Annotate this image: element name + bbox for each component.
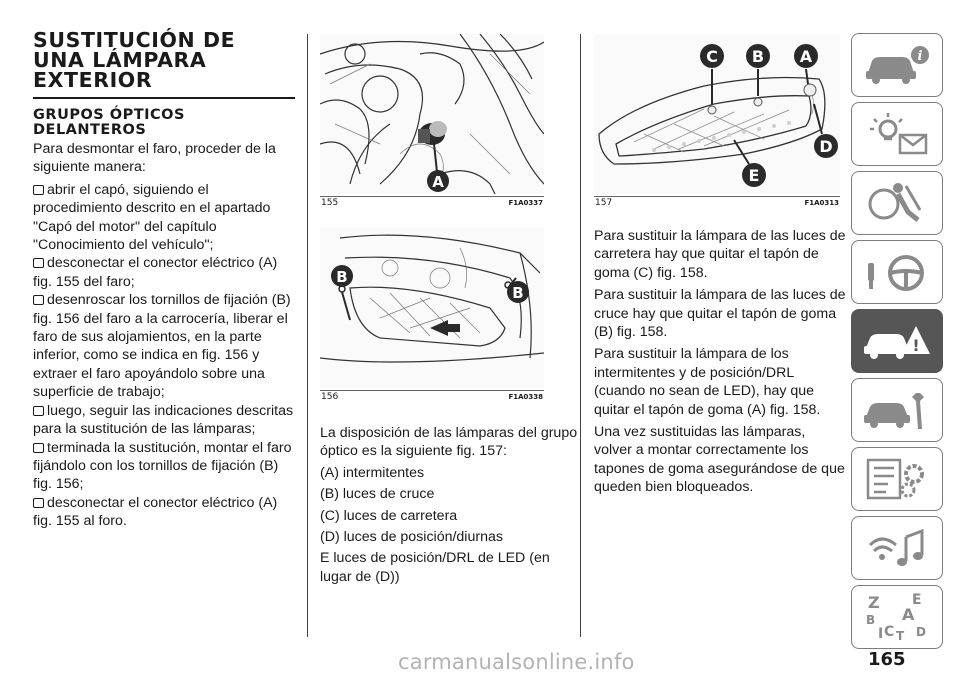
figure-number: 155 xyxy=(321,198,339,208)
figure-caption xyxy=(321,198,543,210)
technical-data-icon xyxy=(862,456,932,502)
figure-157-image xyxy=(594,34,840,194)
checkbox-bullet-icon xyxy=(33,295,44,305)
lamp-layout-item: (A) intermitentes xyxy=(320,464,425,481)
step-item: desenroscar los tornillos de fijación (B) fig. 156 del faro a la carrocería, liberar el faro de sus alojamientos, en la parte inferior, como se indica en fig. 156 y extraer el faro apoyándolo sobre una superficie de trabajo; xyxy=(33,292,291,401)
callout-label: C xyxy=(706,47,718,66)
checkbox-bullet-icon xyxy=(33,258,44,268)
step-item: desconectar el conector eléctrico (A) fig. 155 del faro; xyxy=(33,255,278,290)
intro-text: Para desmontar el faro, proceder de la siguiente manera: xyxy=(33,141,276,176)
callout-label: B xyxy=(336,268,348,286)
page-number: 165 xyxy=(868,649,906,670)
figure-156-image xyxy=(320,228,544,388)
lamp-layout-intro: La disposición de las lámparas del grupo óptico es la siguiente fig. 157: xyxy=(320,425,578,460)
checkbox-bullet-icon xyxy=(33,443,44,453)
steering-wheel-icon xyxy=(862,249,932,295)
car-info-icon xyxy=(862,43,932,87)
index-letter: I xyxy=(878,626,884,642)
index-letter: Z xyxy=(868,593,880,612)
figure-rule xyxy=(320,390,544,391)
tab-alphabetical-index[interactable] xyxy=(851,585,943,649)
index-letter: D xyxy=(916,625,926,639)
step-item: luego, seguir las indicaciones descritas para la sustitución de las lámparas; xyxy=(33,402,294,438)
paragraph: Para sustituir la lámpara de los intermitentes y de posición/DRL (cuando no sean de LED), hay que quitar el tapón de goma (A) fig. 158. xyxy=(594,346,821,418)
steps-list xyxy=(33,181,295,531)
column-divider xyxy=(307,34,308,637)
step-item: abrir el capó, siguiendo el procedimiento descrito en el apartado "Capó del motor" del capítulo "Conocimiento del vehículo"; xyxy=(33,181,271,254)
figure-number: 157 xyxy=(595,198,613,208)
column-1 xyxy=(33,30,295,531)
figure-caption xyxy=(321,392,543,404)
tab-car-info[interactable] xyxy=(851,33,943,97)
lamp-layout-item: (B) luces de cruce xyxy=(320,486,435,503)
multimedia-icon xyxy=(862,525,932,571)
lamp-layout-item: (D) luces de posición/diurnas xyxy=(320,529,503,546)
step-item: desconectar el conector eléctrico (A) fig. 155 al foro. xyxy=(33,494,278,530)
tab-multimedia[interactable] xyxy=(851,516,943,580)
figure-code: F1A0338 xyxy=(508,393,543,401)
figure-155-image xyxy=(320,34,544,194)
car-maintenance-icon xyxy=(862,387,932,433)
callout-label: B xyxy=(512,284,524,302)
callout-label: E xyxy=(748,166,760,185)
tab-emergency[interactable] xyxy=(851,309,943,373)
tab-technical-data[interactable] xyxy=(851,447,943,511)
chapter-sidebar xyxy=(851,33,943,654)
figure-code: F1A0313 xyxy=(804,199,839,207)
figure-rule xyxy=(320,196,544,197)
car-emergency-icon xyxy=(862,318,932,364)
figure-number: 156 xyxy=(321,392,339,402)
paragraph: Para sustituir la lámpara de las luces de carretera hay que quitar el tapón de goma (C) fig. 158. xyxy=(594,228,846,281)
tab-maintenance[interactable] xyxy=(851,378,943,442)
callout-label: A xyxy=(799,47,813,66)
figure-code: F1A0337 xyxy=(508,199,543,207)
tab-safety[interactable] xyxy=(851,171,943,235)
section-subtitle: GRUPOS ÓPTICOS DELANTEROS xyxy=(33,107,185,138)
column-2-text xyxy=(320,424,578,589)
paragraph: Una vez sustituidas las lámparas, volver a montar correctamente los tapones de goma asegurándose de que queden bien bloqueados. xyxy=(594,424,845,496)
figure-caption xyxy=(595,198,839,210)
callout-label: A xyxy=(432,173,444,191)
index-letter: E xyxy=(912,592,922,608)
tab-driving[interactable] xyxy=(851,240,943,304)
step-item: terminada la sustitución, montar el faro fijándolo con los tornillos de fijación (B) fig. 156; xyxy=(33,439,292,493)
index-letter: A xyxy=(902,605,915,624)
svg-text:i: i xyxy=(917,49,923,64)
watermark: carmanualsonline.info xyxy=(398,650,635,674)
checkbox-bullet-icon xyxy=(33,498,44,508)
index-letter: B xyxy=(866,613,876,627)
paragraph: Para sustituir la lámpara de las luces de cruce hay que quitar el tapón de goma (B) fig. 158. xyxy=(594,287,846,341)
airbag-seat-icon xyxy=(862,180,932,226)
column-divider xyxy=(580,34,581,637)
svg-text:!: ! xyxy=(912,336,920,355)
alphabetical-index-icon xyxy=(862,592,932,642)
index-letter: C xyxy=(884,624,895,640)
callout-label: B xyxy=(751,47,765,66)
checkbox-bullet-icon xyxy=(33,185,44,195)
figure-rule xyxy=(594,196,840,197)
page-title: SUSTITUCIÓN DE UNA LÁMPARA EXTERIOR xyxy=(33,28,236,92)
callout-label: D xyxy=(819,137,833,156)
tab-warning-lights[interactable] xyxy=(851,102,943,166)
lamp-layout-item: E luces de posición/DRL de LED (en lugar de (D)) xyxy=(320,550,550,585)
checkbox-bullet-icon xyxy=(33,406,44,416)
column-3-text xyxy=(594,227,846,501)
lamp-layout-item: (C) luces de carretera xyxy=(320,507,458,524)
warning-lights-icon xyxy=(862,111,932,157)
title-rule xyxy=(33,97,295,99)
index-letter: T xyxy=(896,629,905,642)
